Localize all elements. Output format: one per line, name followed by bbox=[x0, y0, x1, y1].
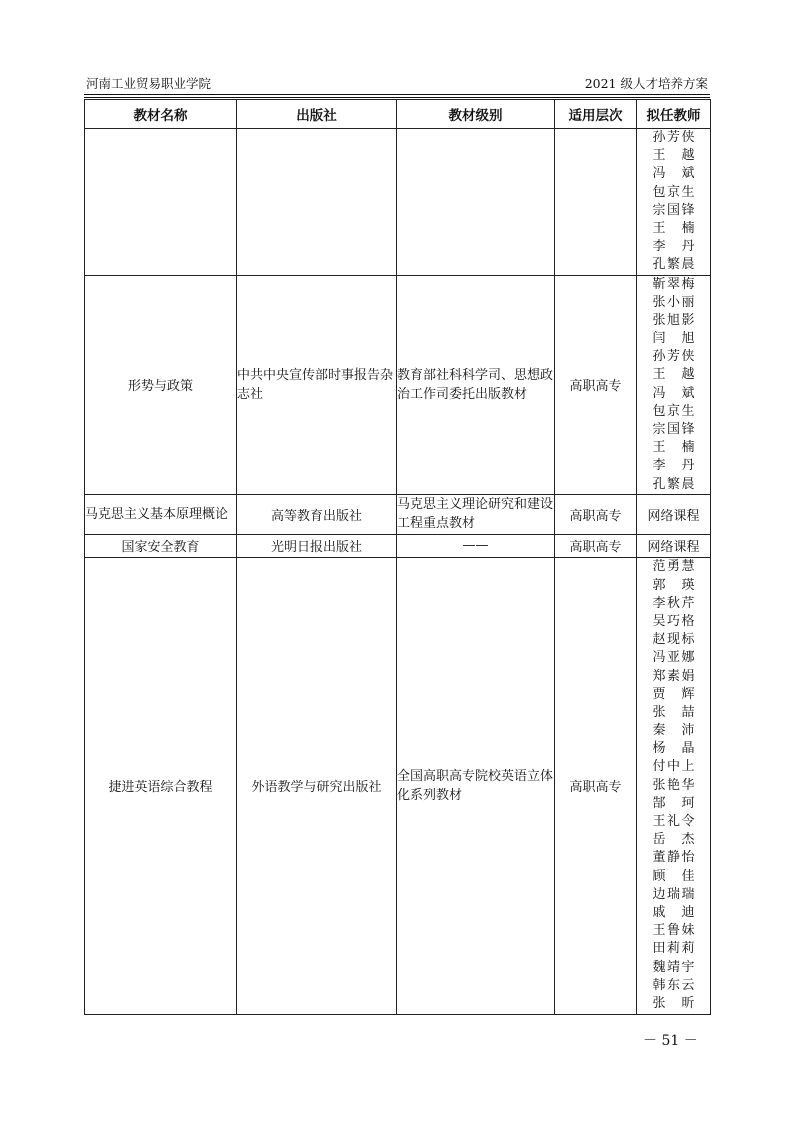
teacher-name: 孔繁晨 bbox=[652, 257, 695, 273]
teacher-name: 戚迪 bbox=[652, 904, 695, 920]
header-rule-thin bbox=[84, 97, 710, 98]
column-header-teachers: 拟任教师 bbox=[637, 100, 711, 129]
header-rule-thick bbox=[84, 94, 710, 95]
cell-scope: 高职高专 bbox=[555, 557, 637, 1014]
cell-name: 马克思主义基本原理概论 bbox=[85, 494, 237, 534]
teacher-name: 付中上 bbox=[652, 759, 695, 775]
teacher-name: 吴巧格 bbox=[652, 613, 695, 629]
table-body bbox=[85, 129, 711, 1015]
cell-scope: 高职高专 bbox=[555, 534, 637, 557]
teacher-name: 王楠 bbox=[652, 220, 695, 236]
teacher-name: 王鲁妹 bbox=[652, 923, 695, 939]
teacher-name: 岳杰 bbox=[652, 832, 695, 848]
teacher-name: 孙芳侠 bbox=[652, 349, 695, 365]
cell-teachers bbox=[637, 557, 711, 1014]
teacher-name: 贾辉 bbox=[652, 686, 695, 702]
cell-level: 全国高职高专院校英语立体化系列教材 bbox=[397, 557, 555, 1014]
school-name: 河南工业贸易职业学院 bbox=[86, 76, 212, 91]
teacher-name: 包京生 bbox=[652, 403, 695, 419]
column-header-level: 教材级别 bbox=[397, 100, 555, 129]
column-header-publisher: 出版社 bbox=[237, 100, 397, 129]
cell-publisher: 外语教学与研究出版社 bbox=[237, 557, 397, 1014]
cell-name: 国家安全教育 bbox=[85, 534, 237, 557]
table-row bbox=[85, 557, 711, 1014]
teacher-name: 魏靖宇 bbox=[652, 959, 695, 975]
cell-publisher: 光明日报出版社 bbox=[237, 534, 397, 557]
teacher-name: 张喆 bbox=[652, 704, 695, 720]
table-row bbox=[85, 129, 711, 276]
teacher-name: 张昕 bbox=[652, 995, 695, 1011]
teacher-name: 冯斌 bbox=[652, 385, 695, 401]
cell-teachers: 网络课程 bbox=[637, 494, 711, 534]
teacher-name: 张艳华 bbox=[652, 777, 695, 793]
teacher-name: 郑素娟 bbox=[652, 668, 695, 684]
teacher-name: 王楠 bbox=[652, 440, 695, 456]
cell-scope: 高职高专 bbox=[555, 494, 637, 534]
teacher-name: 边瑞瑞 bbox=[652, 886, 695, 902]
page-header bbox=[84, 76, 710, 95]
column-header-scope: 适用层次 bbox=[555, 100, 637, 129]
cell-publisher: 中共中央宣传部时事报告杂志社 bbox=[237, 275, 397, 494]
teacher-name: 孙芳侠 bbox=[652, 130, 695, 145]
teacher-name: 杨晶 bbox=[652, 741, 695, 757]
plan-title: 2021 级人才培养方案 bbox=[584, 76, 708, 91]
cell-name: 捷进英语综合教程 bbox=[85, 557, 237, 1014]
teacher-name: 李丹 bbox=[652, 458, 695, 474]
cell-teachers bbox=[637, 275, 711, 494]
teacher-name: 张小丽 bbox=[652, 294, 695, 310]
cell-teachers: 网络课程 bbox=[637, 534, 711, 557]
cell-scope: 高职高专 bbox=[555, 275, 637, 494]
teacher-name: 李秋芹 bbox=[652, 595, 695, 611]
cell-level: —— bbox=[397, 534, 555, 557]
teacher-name: 赵现标 bbox=[652, 632, 695, 648]
table-header-row bbox=[85, 100, 711, 129]
table-row bbox=[85, 494, 711, 534]
teacher-name: 范勇慧 bbox=[652, 559, 695, 575]
teacher-name: 王礼令 bbox=[652, 814, 695, 830]
teacher-name: 郜珂 bbox=[652, 795, 695, 811]
cell-scope bbox=[555, 129, 637, 276]
teacher-name: 田莉莉 bbox=[652, 941, 695, 957]
cell-name: 形势与政策 bbox=[85, 275, 237, 494]
cell-name bbox=[85, 129, 237, 276]
cell-publisher: 高等教育出版社 bbox=[237, 494, 397, 534]
teacher-name: 靳翠梅 bbox=[652, 276, 695, 292]
teacher-name: 顾佳 bbox=[652, 868, 695, 884]
teacher-name: 王越 bbox=[652, 367, 695, 383]
cell-publisher bbox=[237, 129, 397, 276]
teacher-name: 李丹 bbox=[652, 239, 695, 255]
table-row bbox=[85, 275, 711, 494]
teacher-name: 董静怡 bbox=[652, 850, 695, 866]
textbook-table bbox=[84, 99, 711, 1015]
cell-teachers bbox=[637, 129, 711, 276]
teacher-name: 郭瑛 bbox=[652, 577, 695, 593]
teacher-name: 宗国锋 bbox=[652, 422, 695, 437]
teacher-name: 闫旭 bbox=[652, 331, 695, 347]
teacher-name: 张旭影 bbox=[652, 312, 695, 328]
teacher-name: 冯亚娜 bbox=[652, 650, 695, 666]
teacher-name: 冯斌 bbox=[652, 166, 695, 182]
teacher-name: 王越 bbox=[652, 148, 695, 164]
page-number: － 51 － bbox=[643, 1033, 698, 1049]
column-header-name: 教材名称 bbox=[85, 100, 237, 129]
cell-level bbox=[397, 129, 555, 276]
teacher-name: 包京生 bbox=[652, 184, 695, 200]
teacher-name: 韩东云 bbox=[652, 977, 695, 993]
cell-level: 马克思主义理论研究和建设工程重点教材 bbox=[397, 494, 555, 534]
teacher-name: 宗国锋 bbox=[652, 202, 695, 218]
teacher-name: 孔繁晨 bbox=[652, 476, 695, 492]
table-row bbox=[85, 534, 711, 557]
cell-level: 教育部社科科学司、思想政治工作司委托出版教材 bbox=[397, 275, 555, 494]
teacher-name: 秦沛 bbox=[652, 723, 695, 739]
